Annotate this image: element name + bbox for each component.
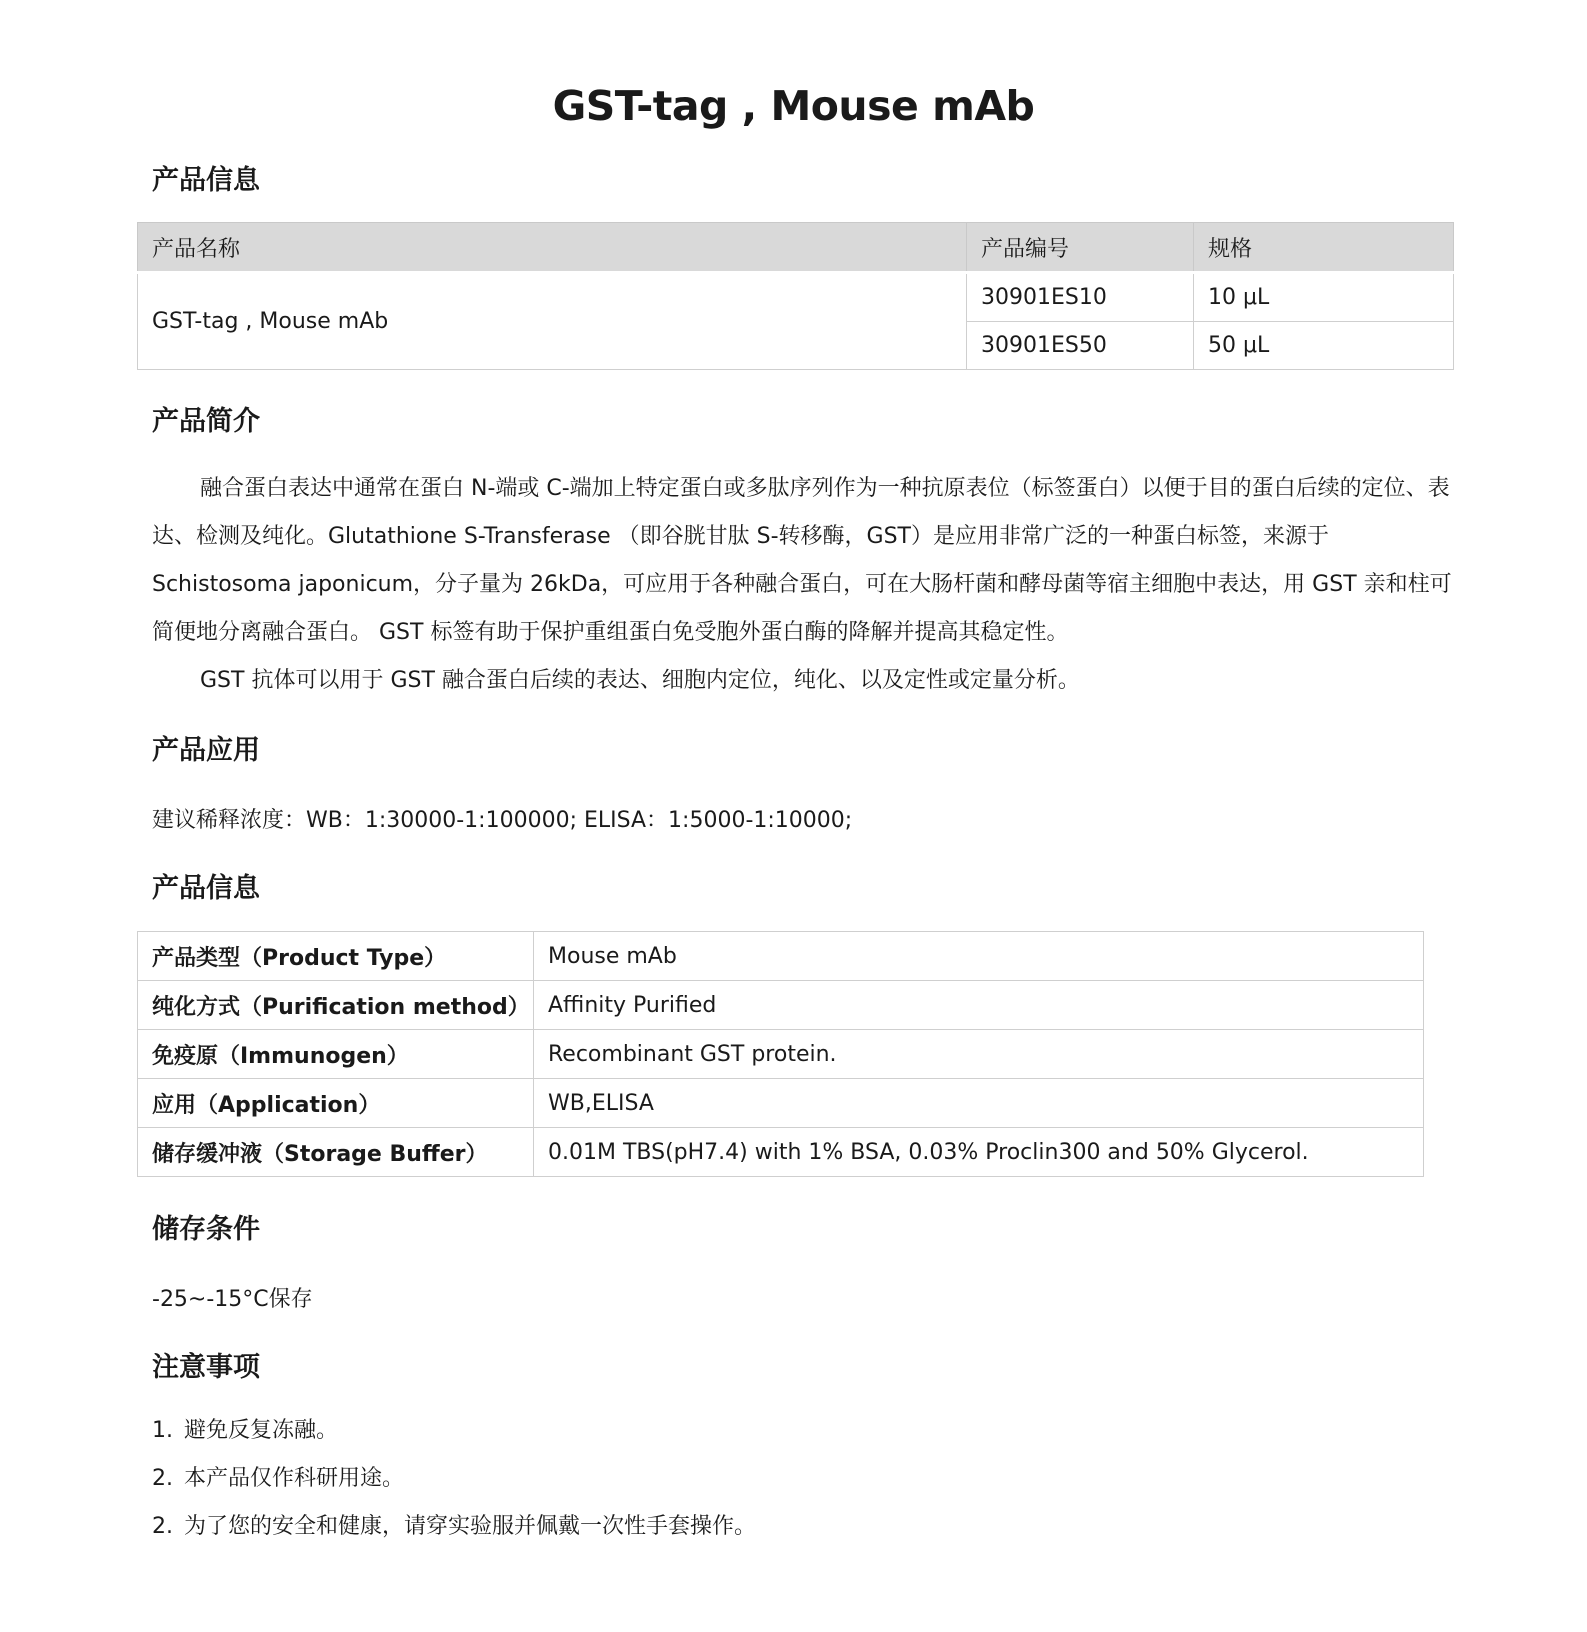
intro-paragraph: GST 抗体可以用于 GST 融合蛋白后续的表达、细胞内定位，纯化、以及定性或定量分析。 — [200, 668, 1080, 693]
intro-section — [152, 465, 1452, 705]
table-row — [138, 932, 1424, 981]
spec-value: Recombinant GST protein. — [534, 1030, 1424, 1079]
list-item — [152, 1407, 756, 1455]
intro-paragraph: 融合蛋白表达中通常在蛋白 N-端或 C-端加上特定蛋白或多肽序列作为一种抗原表位（标签蛋白）以便于目的蛋白后续的定位、表达、检测及纯化。Glutathione S-Transferase （即谷胱甘肽 S-转移酶，GST）是应用非常广泛的一种蛋白标签，来源于 Schistosoma japonicum，分子量为 26kDa，可应用于各种融合蛋白，可在大肠杆菌和酵母菌等宿主细胞中表达，用 GST 亲和柱可简便地分离融合蛋白。 GST 标签有助于保护重组蛋白免受胞外蛋白酶的降解并提高其稳定性。 — [152, 476, 1452, 645]
section-heading-product-info-2: 产品信息 — [152, 873, 260, 904]
application-text: 建议稀释浓度：WB：1:30000-1:100000; ELISA：1:5000-1:10000; — [152, 808, 853, 833]
spec-key: 纯化方式（Purification method） — [138, 981, 534, 1030]
header-product-code: 产品编号 — [967, 223, 1194, 273]
note-text: 避免反复冻融。 — [184, 1418, 339, 1443]
spec-value: 0.01M TBS(pH7.4) with 1% BSA, 0.03% Proclin300 and 50% Glycerol. — [534, 1128, 1424, 1177]
table-row — [138, 1128, 1424, 1177]
section-heading-product-info: 产品信息 — [152, 165, 260, 196]
storage-text: -25~-15°C保存 — [152, 1287, 313, 1312]
spec-key: 储存缓冲液（Storage Buffer） — [138, 1128, 534, 1177]
spec-value: Affinity Purified — [534, 981, 1424, 1030]
section-heading-notes: 注意事项 — [152, 1352, 260, 1383]
list-number: 2. — [152, 1466, 173, 1491]
size-cell: 10 μL — [1194, 273, 1454, 322]
section-heading-intro: 产品简介 — [152, 406, 260, 437]
spec-key: 产品类型（Product Type） — [138, 932, 534, 981]
spec-key: 应用（Application） — [138, 1079, 534, 1128]
note-text: 为了您的安全和健康，请穿实验服并佩戴一次性手套操作。 — [184, 1514, 757, 1539]
order-table — [137, 222, 1454, 370]
header-size: 规格 — [1194, 223, 1454, 273]
spec-table — [137, 931, 1424, 1177]
product-name-cell: GST-tag , Mouse mAb — [138, 273, 967, 370]
product-code-cell: 30901ES10 — [967, 273, 1194, 322]
spec-key: 免疫原（Immunogen） — [138, 1030, 534, 1079]
section-heading-application: 产品应用 — [152, 735, 260, 766]
note-text: 本产品仅作科研用途。 — [184, 1466, 405, 1491]
list-item — [152, 1455, 756, 1503]
list-number: 1. — [152, 1418, 173, 1443]
table-row — [138, 981, 1424, 1030]
spec-value: Mouse mAb — [534, 932, 1424, 981]
table-row — [138, 273, 1454, 322]
header-product-name: 产品名称 — [138, 223, 967, 273]
list-item — [152, 1503, 756, 1551]
notes-list — [152, 1407, 756, 1551]
table-row — [138, 1079, 1424, 1128]
product-code-cell: 30901ES50 — [967, 322, 1194, 370]
list-number: 2. — [152, 1514, 173, 1539]
order-table-header-row — [138, 223, 1454, 273]
page-title: GST-tag , Mouse mAb — [552, 82, 1035, 130]
section-heading-storage: 储存条件 — [152, 1214, 260, 1245]
spec-value: WB,ELISA — [534, 1079, 1424, 1128]
table-row — [138, 1030, 1424, 1079]
size-cell: 50 μL — [1194, 322, 1454, 370]
